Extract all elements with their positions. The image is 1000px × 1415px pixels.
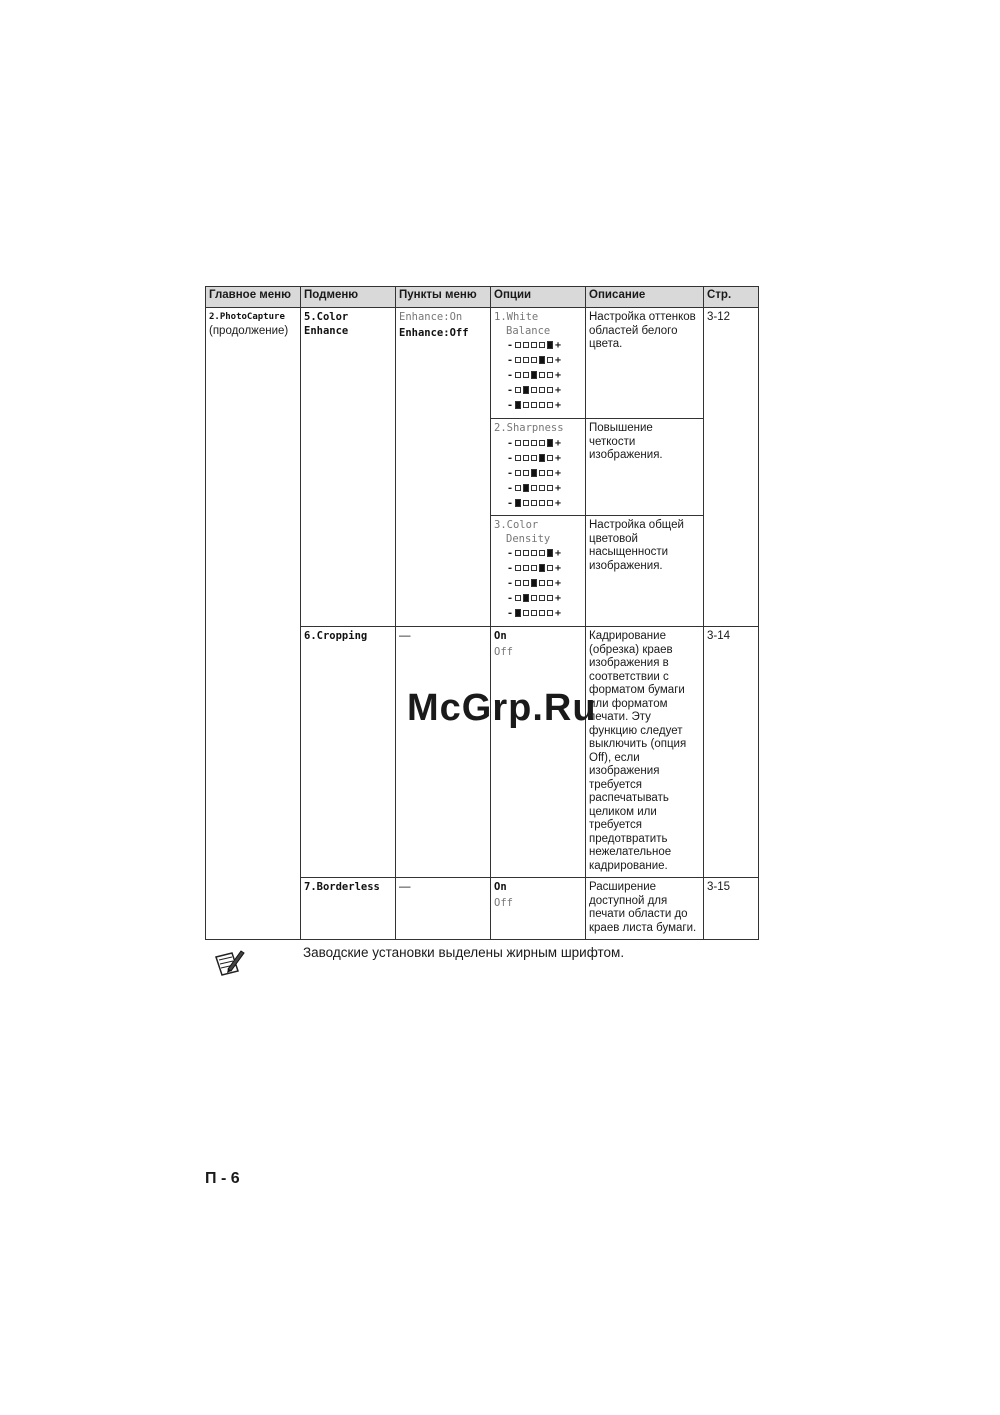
scale-marker-empty [531, 402, 537, 408]
scale-line [494, 546, 582, 561]
scale-marker-filled [531, 469, 537, 477]
scale-marker-empty [515, 342, 521, 348]
option-title: 2.Sharpness [494, 422, 564, 434]
scale-marker-filled [523, 594, 529, 602]
scale-line [494, 481, 582, 496]
page-number: П - 6 [205, 1170, 240, 1187]
menu-items-borderless: — [396, 878, 491, 940]
scale-marker-empty [523, 470, 529, 476]
submenu-cropping [301, 627, 396, 878]
scale-marker-empty [531, 485, 537, 491]
submenu-label: 7.Borderless [304, 881, 380, 893]
description-borderless: Расширение доступной для печати области до краев листа бумаги. [586, 878, 704, 940]
scale-marker-empty [539, 402, 545, 408]
header-menu-items: Пункты меню [396, 287, 491, 308]
description-color-density: Настройка общей цветовой насыщенности изображения. [586, 516, 704, 627]
scale-marker-empty [515, 387, 521, 393]
scale-marker-empty [547, 372, 553, 378]
scale-marker-empty [539, 550, 545, 556]
header-description: Описание [586, 287, 704, 308]
scale-marker-filled [515, 609, 521, 617]
scale-line [494, 353, 582, 368]
minus-sign: - [506, 578, 514, 589]
scale-marker-empty [515, 357, 521, 363]
scale-marker-empty [515, 440, 521, 446]
option-on: On [494, 881, 507, 893]
scale-marker-empty [531, 595, 537, 601]
level-scale [494, 436, 582, 511]
scale-marker-empty [531, 342, 537, 348]
scale-marker-filled [523, 386, 529, 394]
scale-marker-filled [547, 549, 553, 557]
header-page: Стр. [704, 287, 759, 308]
note-pencil-icon [212, 947, 246, 977]
scale-line [494, 398, 582, 413]
page-cropping: 3-14 [704, 627, 759, 878]
submenu-label: 6.Cropping [304, 630, 368, 642]
submenu-color-enhance [301, 308, 396, 627]
scale-marker-empty [515, 565, 521, 571]
scale-marker-empty [515, 372, 521, 378]
scale-marker-empty [531, 455, 537, 461]
scale-marker-empty [539, 595, 545, 601]
scale-marker-empty [515, 580, 521, 586]
scale-marker-empty [531, 550, 537, 556]
option-sharpness [491, 419, 586, 516]
scale-marker-empty [523, 357, 529, 363]
description-sharpness: Повышение четкости изображения. [586, 419, 704, 516]
scale-marker-filled [531, 579, 537, 587]
minus-sign: - [506, 355, 514, 366]
scale-marker-empty [523, 342, 529, 348]
scale-line [494, 591, 582, 606]
scale-marker-empty [515, 485, 521, 491]
scale-marker-empty [515, 550, 521, 556]
plus-sign: + [554, 563, 562, 574]
scale-marker-filled [547, 439, 553, 447]
scale-marker-empty [547, 357, 553, 363]
level-scale [494, 338, 582, 413]
note-text: Заводские установки выделены жирным шрифтом. [303, 945, 625, 960]
option-title: 1.White [494, 311, 539, 323]
scale-marker-empty [531, 500, 537, 506]
scale-marker-empty [539, 610, 545, 616]
submenu-label-line: Enhance [304, 324, 349, 337]
description-white-balance: Настройка оттенков областей белого цвета. [586, 308, 704, 419]
menu-table [205, 286, 759, 940]
scale-marker-empty [547, 470, 553, 476]
plus-sign: + [554, 385, 562, 396]
plus-sign: + [554, 593, 562, 604]
scale-marker-empty [523, 372, 529, 378]
scale-marker-empty [539, 372, 545, 378]
scale-marker-filled [539, 356, 545, 364]
submenu-label-line: 5.Color [304, 311, 349, 323]
scale-marker-empty [523, 580, 529, 586]
main-menu-cell [206, 308, 301, 940]
scale-marker-empty [539, 500, 545, 506]
watermark: McGrp.Ru [407, 687, 597, 729]
plus-sign: + [554, 355, 562, 366]
option-color-density [491, 516, 586, 627]
minus-sign: - [506, 608, 514, 619]
scale-marker-empty [523, 402, 529, 408]
plus-sign: + [554, 578, 562, 589]
scale-line [494, 338, 582, 353]
menu-items-color-enhance [396, 308, 491, 627]
scale-marker-empty [523, 610, 529, 616]
scale-marker-filled [515, 499, 521, 507]
scale-marker-empty [547, 387, 553, 393]
scale-marker-empty [523, 550, 529, 556]
plus-sign: + [554, 340, 562, 351]
scale-marker-empty [539, 580, 545, 586]
minus-sign: - [506, 593, 514, 604]
page-borderless: 3-15 [704, 878, 759, 940]
scale-marker-empty [539, 440, 545, 446]
minus-sign: - [506, 548, 514, 559]
header-main-menu: Главное меню [206, 287, 301, 308]
scale-marker-empty [547, 485, 553, 491]
scale-marker-filled [531, 371, 537, 379]
scale-marker-empty [523, 440, 529, 446]
scale-marker-empty [547, 500, 553, 506]
menu-items-cropping: — [396, 627, 491, 878]
scale-marker-empty [539, 470, 545, 476]
minus-sign: - [506, 400, 514, 411]
minus-sign: - [506, 497, 514, 509]
minus-sign: - [506, 370, 514, 381]
scale-line [494, 466, 582, 481]
scale-line [494, 576, 582, 591]
scale-marker-empty [547, 565, 553, 571]
header-submenu: Подменю [301, 287, 396, 308]
plus-sign: + [554, 452, 562, 464]
scale-marker-empty [547, 580, 553, 586]
scale-marker-empty [531, 387, 537, 393]
minus-sign: - [506, 563, 514, 574]
option-off: Off [494, 645, 513, 658]
scale-marker-empty [523, 565, 529, 571]
scale-marker-empty [547, 455, 553, 461]
option-title: Balance [506, 324, 551, 337]
options-borderless [491, 878, 586, 940]
plus-sign: + [554, 467, 562, 479]
plus-sign: + [554, 482, 562, 494]
options-cropping [491, 627, 586, 878]
table-header-row [206, 287, 759, 308]
submenu-borderless [301, 878, 396, 940]
scale-marker-filled [547, 341, 553, 349]
minus-sign: - [506, 482, 514, 494]
description-cropping: Кадрирование (обрезка) краев изображения в соответствии с форматом бумаги или форматом печати. Эту функцию следует выключить (опция Off), если изображения требуется распечатывать целиком или требуется предотвратить нежелательное кадрирование. [586, 627, 704, 878]
scale-marker-filled [539, 564, 545, 572]
minus-sign: - [506, 437, 514, 449]
plus-sign: + [554, 437, 562, 449]
header-options: Опции [491, 287, 586, 308]
scale-marker-empty [547, 402, 553, 408]
scale-marker-empty [531, 565, 537, 571]
scale-line [494, 606, 582, 621]
option-white-balance [491, 308, 586, 419]
page-color-enhance: 3-12 [704, 308, 759, 627]
scale-marker-filled [539, 454, 545, 462]
scale-marker-filled [515, 401, 521, 409]
scale-marker-empty [531, 440, 537, 446]
scale-marker-empty [547, 610, 553, 616]
option-title: Density [506, 532, 551, 545]
minus-sign: - [506, 467, 514, 479]
plus-sign: + [554, 608, 562, 619]
scale-marker-empty [531, 610, 537, 616]
menu-item-enhance-off: Enhance:Off [399, 326, 469, 339]
option-on: On [494, 630, 507, 642]
scale-marker-empty [539, 485, 545, 491]
minus-sign: - [506, 340, 514, 351]
scale-line [494, 561, 582, 576]
plus-sign: + [554, 497, 562, 509]
menu-item-enhance-on: Enhance:On [399, 311, 463, 323]
minus-sign: - [506, 452, 514, 464]
scale-line [494, 436, 582, 451]
main-menu-note: (продолжение) [209, 324, 289, 337]
scale-line [494, 383, 582, 398]
plus-sign: + [554, 548, 562, 559]
scale-marker-empty [539, 387, 545, 393]
scale-marker-empty [531, 357, 537, 363]
plus-sign: + [554, 400, 562, 411]
level-scale [494, 546, 582, 621]
scale-marker-empty [515, 470, 521, 476]
scale-line [494, 496, 582, 511]
plus-sign: + [554, 370, 562, 381]
scale-marker-empty [515, 595, 521, 601]
scale-marker-empty [539, 342, 545, 348]
minus-sign: - [506, 385, 514, 396]
scale-marker-filled [523, 484, 529, 492]
main-menu-item: 2.PhotoCapture [209, 312, 285, 322]
scale-marker-empty [515, 455, 521, 461]
scale-marker-empty [547, 595, 553, 601]
option-title: 3.Color [494, 519, 539, 531]
option-off: Off [494, 896, 513, 909]
scale-line [494, 451, 582, 466]
scale-marker-empty [523, 455, 529, 461]
table-row [206, 308, 759, 419]
scale-marker-empty [523, 500, 529, 506]
scale-line [494, 368, 582, 383]
